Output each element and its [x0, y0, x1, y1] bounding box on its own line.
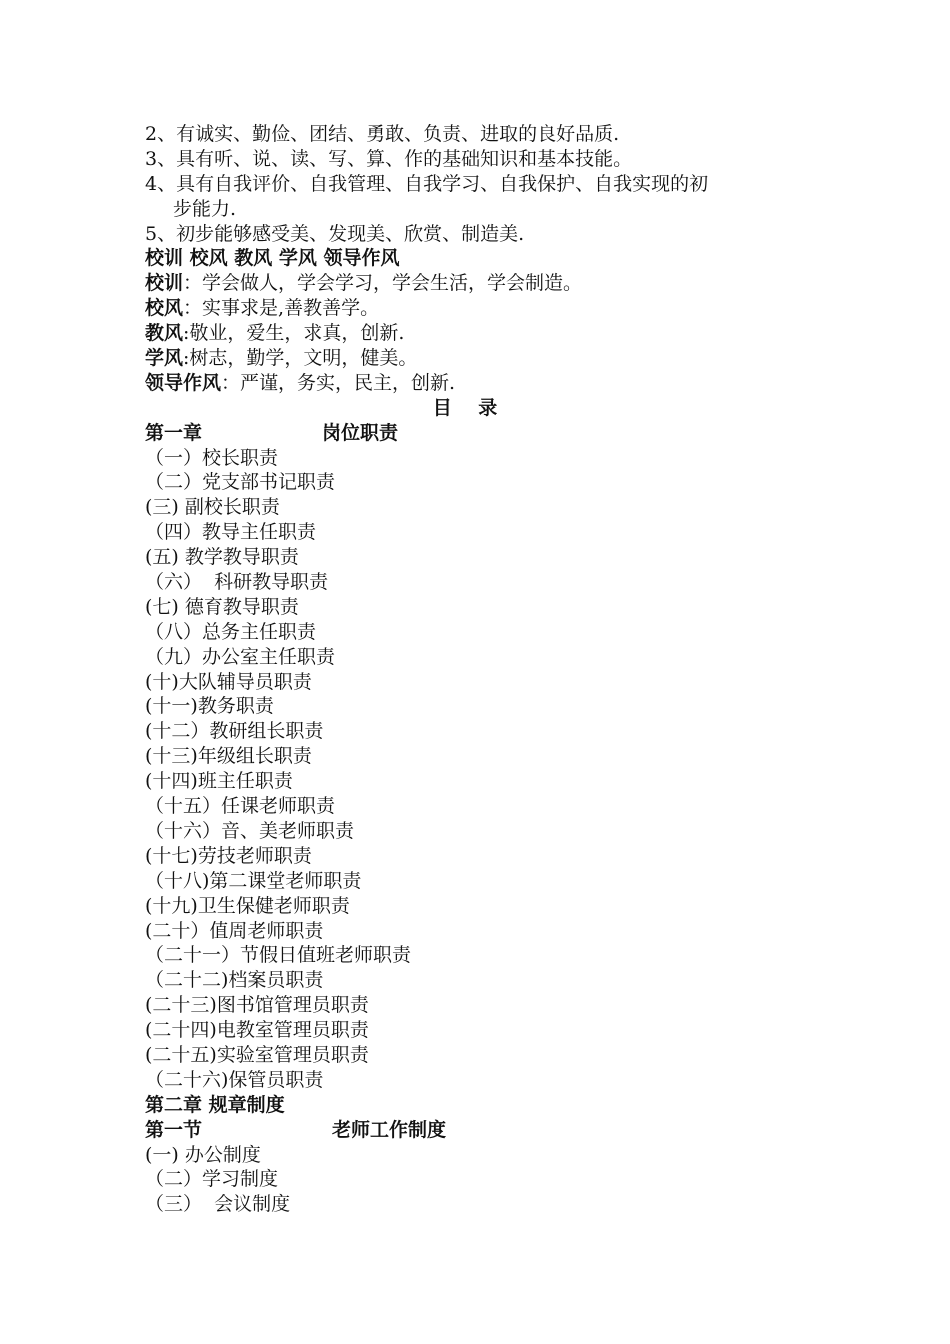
toc-entry: (十二）教研组长职责	[145, 720, 324, 743]
motto-line	[145, 321, 825, 346]
toc-entry: (七) 德育教导职责	[145, 595, 299, 618]
toc-entry: (十三)年级组长职责	[145, 745, 312, 768]
motto-line	[145, 271, 825, 296]
section-heading	[145, 1118, 825, 1143]
chapter-number: 第一章	[145, 421, 203, 444]
goal-line-continuation: 步能力.	[173, 197, 237, 220]
toc-entry: (二十三)图书馆管理员职责	[145, 994, 369, 1017]
chapter-heading	[145, 421, 825, 446]
section1-toc-list	[145, 1143, 825, 1218]
goal-line: 4、具有自我评价、自我管理、自我学习、自我保护、自我实现的初	[145, 172, 709, 195]
toc-entry: （八）总务主任职责	[145, 620, 317, 643]
toc-entry: (三) 副校长职责	[145, 496, 280, 519]
motto-label: 教风	[145, 322, 184, 345]
motto-label: 学风	[145, 347, 184, 370]
toc-entry: (十四)班主任职责	[145, 770, 293, 793]
toc-entry: （二）党支部书记职责	[145, 471, 336, 494]
motto-line	[145, 371, 825, 396]
toc-entry: (十一)教务职责	[145, 695, 274, 718]
motto-separator: ：	[183, 297, 203, 320]
motto-text: 敬业，爱生，求真，创新.	[189, 322, 405, 345]
toc-entry: （三） 会议制度	[145, 1193, 291, 1216]
goal-line: 2、有诚实、勤俭、团结、勇敢、负责、进取的良好品质.	[145, 123, 620, 145]
motto-text: 严谨，务实，民主，创新.	[240, 371, 456, 394]
motto-line	[145, 346, 825, 371]
toc-entry: (一) 办公制度	[145, 1143, 261, 1166]
toc-entry: （十六）音、美老师职责	[145, 819, 355, 842]
motto-label: 校风	[145, 297, 184, 320]
chapter1-toc-list	[145, 446, 825, 1093]
toc-entry: (五) 教学教导职责	[145, 546, 299, 569]
toc-entry: (二十五)实验室管理员职责	[145, 1043, 369, 1066]
section-number: 第一节	[145, 1118, 203, 1141]
toc-entry: (十七)劳技老师职责	[145, 844, 312, 867]
motto-label: 领导作风	[145, 371, 222, 394]
toc-entry: (十九)卫生保健老师职责	[145, 894, 350, 917]
goal-line: 5、初步能够感受美、发现美、欣赏、制造美.	[145, 222, 525, 245]
toc-entry: （二十二)档案员职责	[145, 969, 324, 992]
toc-entry: （十八)第二课堂老师职责	[145, 869, 362, 892]
motto-label: 校训	[145, 272, 184, 295]
toc-entry: （十五）任课老师职责	[145, 795, 336, 818]
motto-separator: :	[183, 322, 190, 345]
toc-title: 目 录	[432, 396, 498, 419]
motto-separator: ：	[183, 272, 203, 295]
motto-separator: ：	[221, 371, 241, 394]
motto-text: 树志，勤学，文明，健美。	[189, 347, 418, 370]
toc-entry: （四）教导主任职责	[145, 521, 317, 544]
motto-text: 实事求是,善教善学。	[202, 297, 380, 320]
document-body	[145, 122, 825, 1217]
toc-entry: （一）校长职责	[145, 446, 279, 469]
section-title: 老师工作制度	[332, 1118, 447, 1141]
toc-entry: (十)大队辅导员职责	[145, 670, 312, 693]
chapter-title: 岗位职责	[322, 421, 399, 444]
toc-entry: （二）学习制度	[145, 1168, 279, 1191]
motto-line	[145, 296, 825, 321]
toc-entry: （六） 科研教导职责	[145, 571, 329, 594]
toc-entry: (二十四)电教室管理员职责	[145, 1019, 369, 1042]
motto-heading: 校训 校风 教风 学风 领导作风	[145, 247, 400, 270]
goal-line: 3、具有听、说、读、写、算、作的基础知识和基本技能。	[145, 147, 633, 170]
toc-entry: （二十六)保管员职责	[145, 1068, 324, 1091]
toc-entry: (二十）值周老师职责	[145, 919, 324, 942]
toc-entry: （二十一）节假日值班老师职责	[145, 944, 412, 967]
toc-entry: （九）办公室主任职责	[145, 645, 336, 668]
motto-separator: :	[183, 347, 190, 370]
motto-text: 学会做人，学会学习，学会生活，学会制造。	[202, 272, 583, 295]
chapter-heading: 第二章 规章制度	[145, 1093, 285, 1116]
